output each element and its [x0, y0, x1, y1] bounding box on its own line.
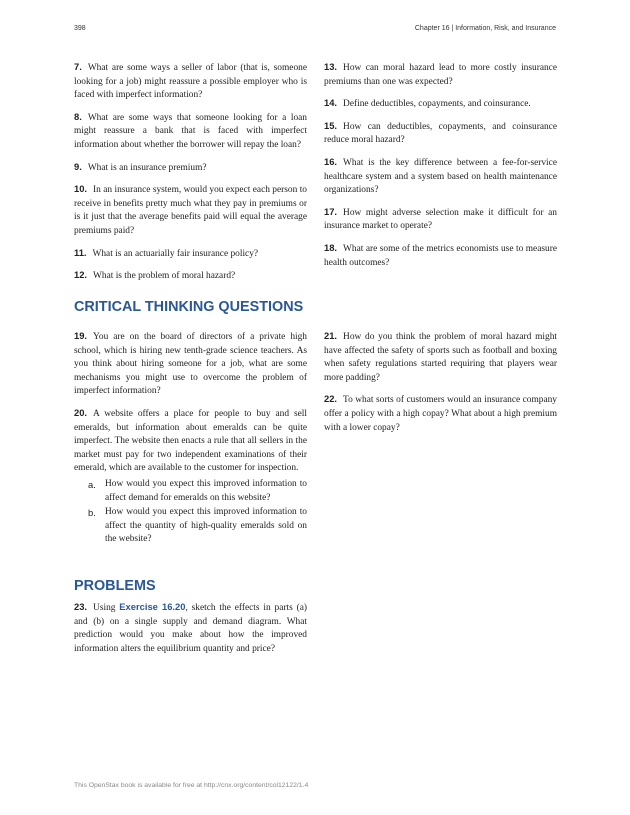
question-text: Define deductibles, copayments, and coinsurance. [343, 99, 531, 110]
question-number: 15. [324, 119, 338, 131]
review-question [74, 182, 307, 238]
review-question [74, 268, 307, 284]
question-number: 12. [74, 269, 88, 281]
question-text: What are some of the metrics economists use to measure health outcomes? [324, 243, 557, 268]
part-marker: a. [88, 478, 96, 490]
review-question [324, 60, 557, 89]
question-number: 22. [324, 393, 338, 405]
question-number: 21. [324, 330, 338, 341]
question-text: What is an insurance premium? [87, 162, 207, 173]
question-number: 9. [74, 160, 82, 172]
question-part-a [74, 478, 307, 505]
question-number: 18. [324, 241, 338, 253]
question-text: What are some ways that someone looking for a loan might reassure a bank that is faced with imperfect information about whether the borrower will repay the loan? [74, 112, 307, 150]
question-text: How can deductibles, copayments, and coinsurance reduce moral hazard? [324, 121, 557, 146]
critical-thinking-heading: CRITICAL THINKING QUESTIONS [74, 299, 304, 315]
question-21 [324, 329, 557, 385]
review-question [324, 241, 557, 270]
review-questions-left-column [74, 60, 307, 291]
question-number: 19. [74, 330, 88, 341]
question-20 [74, 406, 307, 547]
question-number: 7. [74, 61, 82, 72]
question-number: 16. [324, 155, 338, 167]
page-number: 398 [74, 25, 86, 32]
review-question [324, 96, 557, 112]
question-text: How do you think the problem of moral hazard might have affected the safety of sports such as football and boxing when safety regulations started requiring that players wear more padding? [324, 332, 557, 383]
question-text: In an insurance system, would you expect each person to receive in benefits pretty much what they pay in premiums or is it just that the average benefits paid will equal the average premiums paid? [74, 185, 307, 236]
review-question [324, 119, 557, 148]
problems-column [74, 600, 307, 663]
exercise-link[interactable]: Exercise 16.20 [119, 601, 186, 612]
review-question [324, 155, 557, 198]
review-questions-right-column [324, 60, 557, 277]
review-question [324, 205, 557, 234]
page-footer: This OpenStax book is available for free at http://cnx.org/content/col12122/1.4 [74, 782, 309, 789]
review-question [74, 60, 307, 103]
question-text: You are on the board of directors of a private high school, which is hiring new tenth-grade science teachers. As you think about hiring someone for a job, what are some mechanisms you might use to overcome the problem of imperfect information? [74, 332, 307, 397]
part-text: How would you expect this improved information to affect demand for emeralds on this website? [105, 478, 307, 503]
review-question [74, 160, 307, 176]
critical-thinking-left-column [74, 329, 307, 554]
question-text-before: Using [93, 603, 120, 613]
question-number: 10. [74, 183, 88, 195]
question-number: 11. [74, 246, 87, 258]
page-header [74, 25, 556, 37]
review-question [74, 246, 307, 262]
review-question [74, 110, 307, 153]
problems-heading: PROBLEMS [74, 578, 156, 594]
question-20-parts [74, 478, 307, 547]
part-marker: b. [88, 507, 96, 519]
question-number: 17. [324, 205, 338, 217]
question-23 [74, 600, 307, 656]
question-22 [324, 392, 557, 435]
question-text-after: , sketch the effects in parts (a) and (b) on a single supply and demand diagram. What prediction would you make about how the improved information alters the equilibrium quantity and price? [74, 603, 307, 654]
question-19 [74, 329, 307, 399]
question-number: 20. [74, 406, 88, 418]
question-text: What are some ways a seller of labor (that is, someone looking for a job) might reassure a possible employer who is faced with imperfect information? [74, 63, 307, 101]
question-number: 14. [324, 97, 338, 109]
question-part-b [74, 506, 307, 547]
question-number: 23. [74, 601, 88, 612]
critical-thinking-right-column [324, 329, 557, 442]
question-text: A website offers a place for people to buy and sell emeralds, but information about emeralds can be quite imperfect. The website then enacts a rule that all sellers in the market must pay for two independent examinations of their emerald, which are available to the customer for inspection. [74, 408, 307, 474]
question-text: What is the key difference between a fee-for-service healthcare system and a system based on health maintenance organizations? [324, 157, 557, 196]
question-text: To what sorts of customers would an insurance company offer a policy with a high copay? What about a high premium with a lower copay? [324, 395, 557, 433]
question-text: What is an actuarially fair insurance policy? [92, 248, 259, 259]
question-number: 13. [324, 61, 338, 72]
question-text: How can moral hazard lead to more costly insurance premiums than one was expected? [324, 63, 557, 87]
question-text: What is the problem of moral hazard? [93, 271, 236, 282]
part-text: How would you expect this improved information to affect the quantity of high-quality emeralds sold on the website? [105, 507, 307, 545]
question-number: 8. [74, 110, 82, 122]
question-text: How might adverse selection make it difficult for an insurance market to operate? [324, 207, 557, 232]
chapter-title: Chapter 16 | Information, Risk, and Insurance [414, 25, 556, 32]
